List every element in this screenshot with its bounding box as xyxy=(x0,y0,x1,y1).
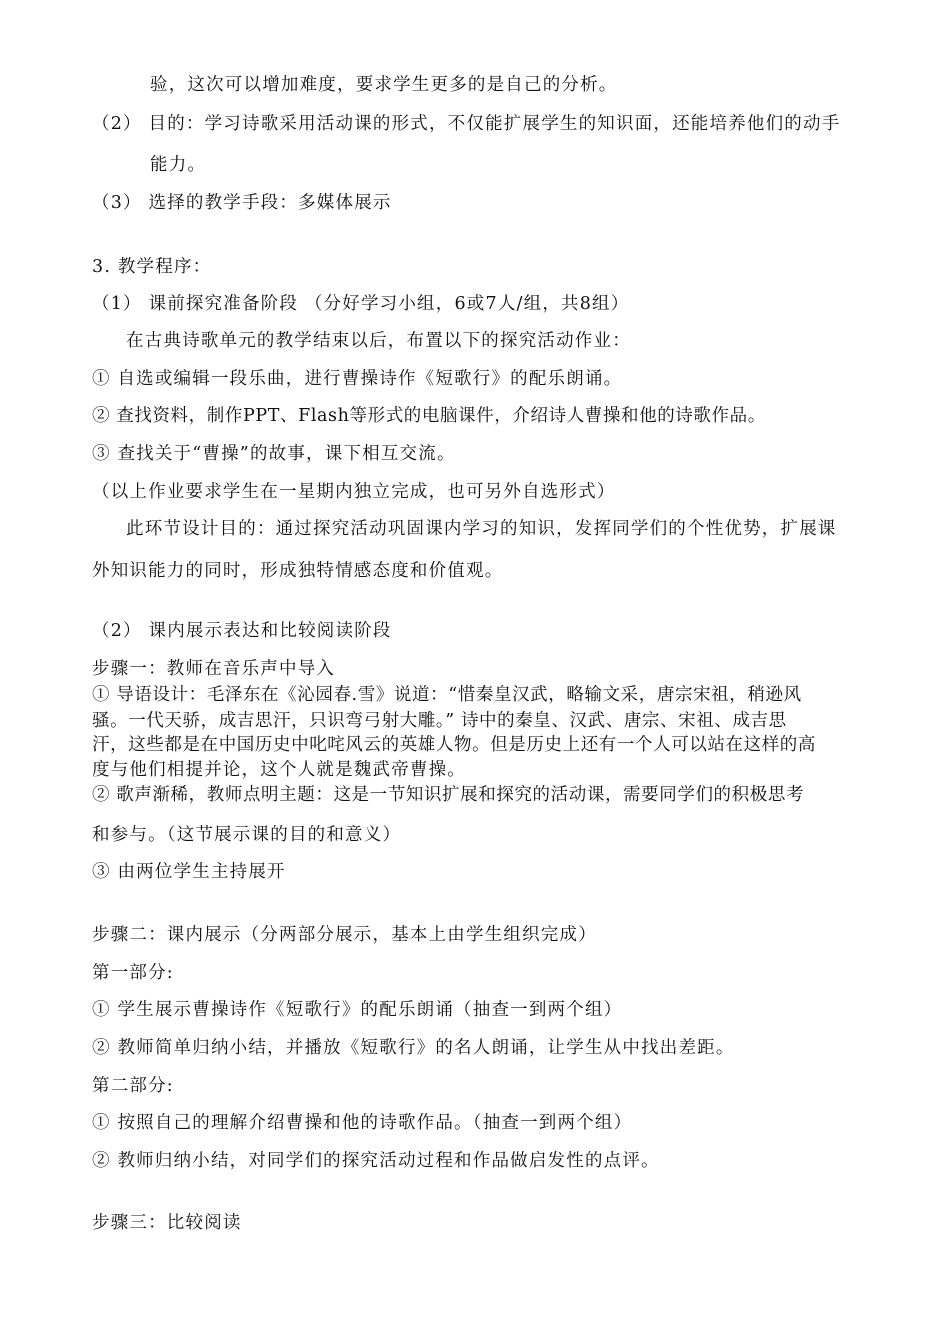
list-item: ② 歌声渐稀，教师点明主题：这是一节知识扩展和探究的活动课，需要同学们的积极思考 xyxy=(92,785,805,805)
text-line: 汗，这些都是在中国历史中叱咤风云的英雄人物。但是历史上还有一个人可以站在这样的高 xyxy=(92,735,816,755)
list-item: ① 学生展示曹操诗作《短歌行》的配乐朗诵（抽查一到两个组） xyxy=(92,1000,623,1020)
text-line: 度与他们相提并论，这个人就是魏武帝曹操。 xyxy=(92,760,466,780)
text-line: （1） 课前探究准备阶段 （分好学习小组，6或7人/组，共8组） xyxy=(92,294,630,314)
subsection-label: 第二部分: xyxy=(92,1076,174,1096)
text-line: （3） 选择的教学手段：多媒体展示 xyxy=(92,193,392,213)
list-item: ① 按照自己的理解介绍曹操和他的诗歌作品。（抽查一到两个组） xyxy=(92,1113,633,1133)
list-item: ③ 查找关于“曹操”的故事，课下相互交流。 xyxy=(92,444,456,464)
text-line: 能力。 xyxy=(150,155,207,175)
step-heading: 步骤一：教师在音乐声中导入 xyxy=(92,659,336,679)
section-heading: （2） 课内展示表达和比较阅读阶段 xyxy=(92,621,392,641)
text-line: 和参与。（这节展示课的目的和意义） xyxy=(92,825,402,845)
text-line: （以上作业要求学生在一星期内独立完成，也可另外自选形式） xyxy=(92,482,616,502)
list-item: ① 导语设计：毛泽东在《沁园春.雪》说道：“惜秦皇汉武，略输文采，唐宗宋祖，稍逊风 xyxy=(92,685,802,705)
step-heading: 步骤二：课内展示（分两部分展示，基本上由学生组织完成） xyxy=(92,925,597,945)
list-item: ② 教师简单归纳小结，并播放《短歌行》的名人朗诵，让学生从中找出差距。 xyxy=(92,1038,735,1058)
text-line: 在古典诗歌单元的教学结束以后，布置以下的探究活动作业： xyxy=(126,331,631,351)
list-item: ② 教师归纳小结，对同学们的探究活动过程和作品做启发性的点评。 xyxy=(92,1151,660,1171)
text-line: 此环节设计目的：通过探究活动巩固课内学习的知识，发挥同学们的个性优势，扩展课 xyxy=(126,519,837,539)
text-line: 外知识能力的同时，形成独特情感态度和价值观。 xyxy=(92,561,504,581)
subsection-label: 第一部分: xyxy=(92,963,174,983)
section-heading: 3. 教学程序： xyxy=(92,257,212,277)
list-item: ① 自选或编辑一段乐曲，进行曹操诗作《短歌行》的配乐朗诵。 xyxy=(92,369,623,389)
text-line: 验，这次可以增加难度，要求学生更多的是自己的分析。 xyxy=(150,75,618,95)
text-line: （2） 目的：学习诗歌采用活动课的形式，不仅能扩展学生的知识面，还能培养他们的动手 xyxy=(92,114,841,134)
text-line: 骚。一代天骄，成吉思汗，只识弯弓射大雕。” 诗中的秦皇、汉武、唐宗、宋祖、成吉思 xyxy=(92,711,787,731)
list-item: ③ 由两位学生主持展开 xyxy=(92,862,286,882)
step-heading: 步骤三：比较阅读 xyxy=(92,1213,242,1233)
list-item: ② 查找资料，制作PPT、Flash等形式的电脑课件，介绍诗人曹操和他的诗歌作品。 xyxy=(92,406,766,426)
